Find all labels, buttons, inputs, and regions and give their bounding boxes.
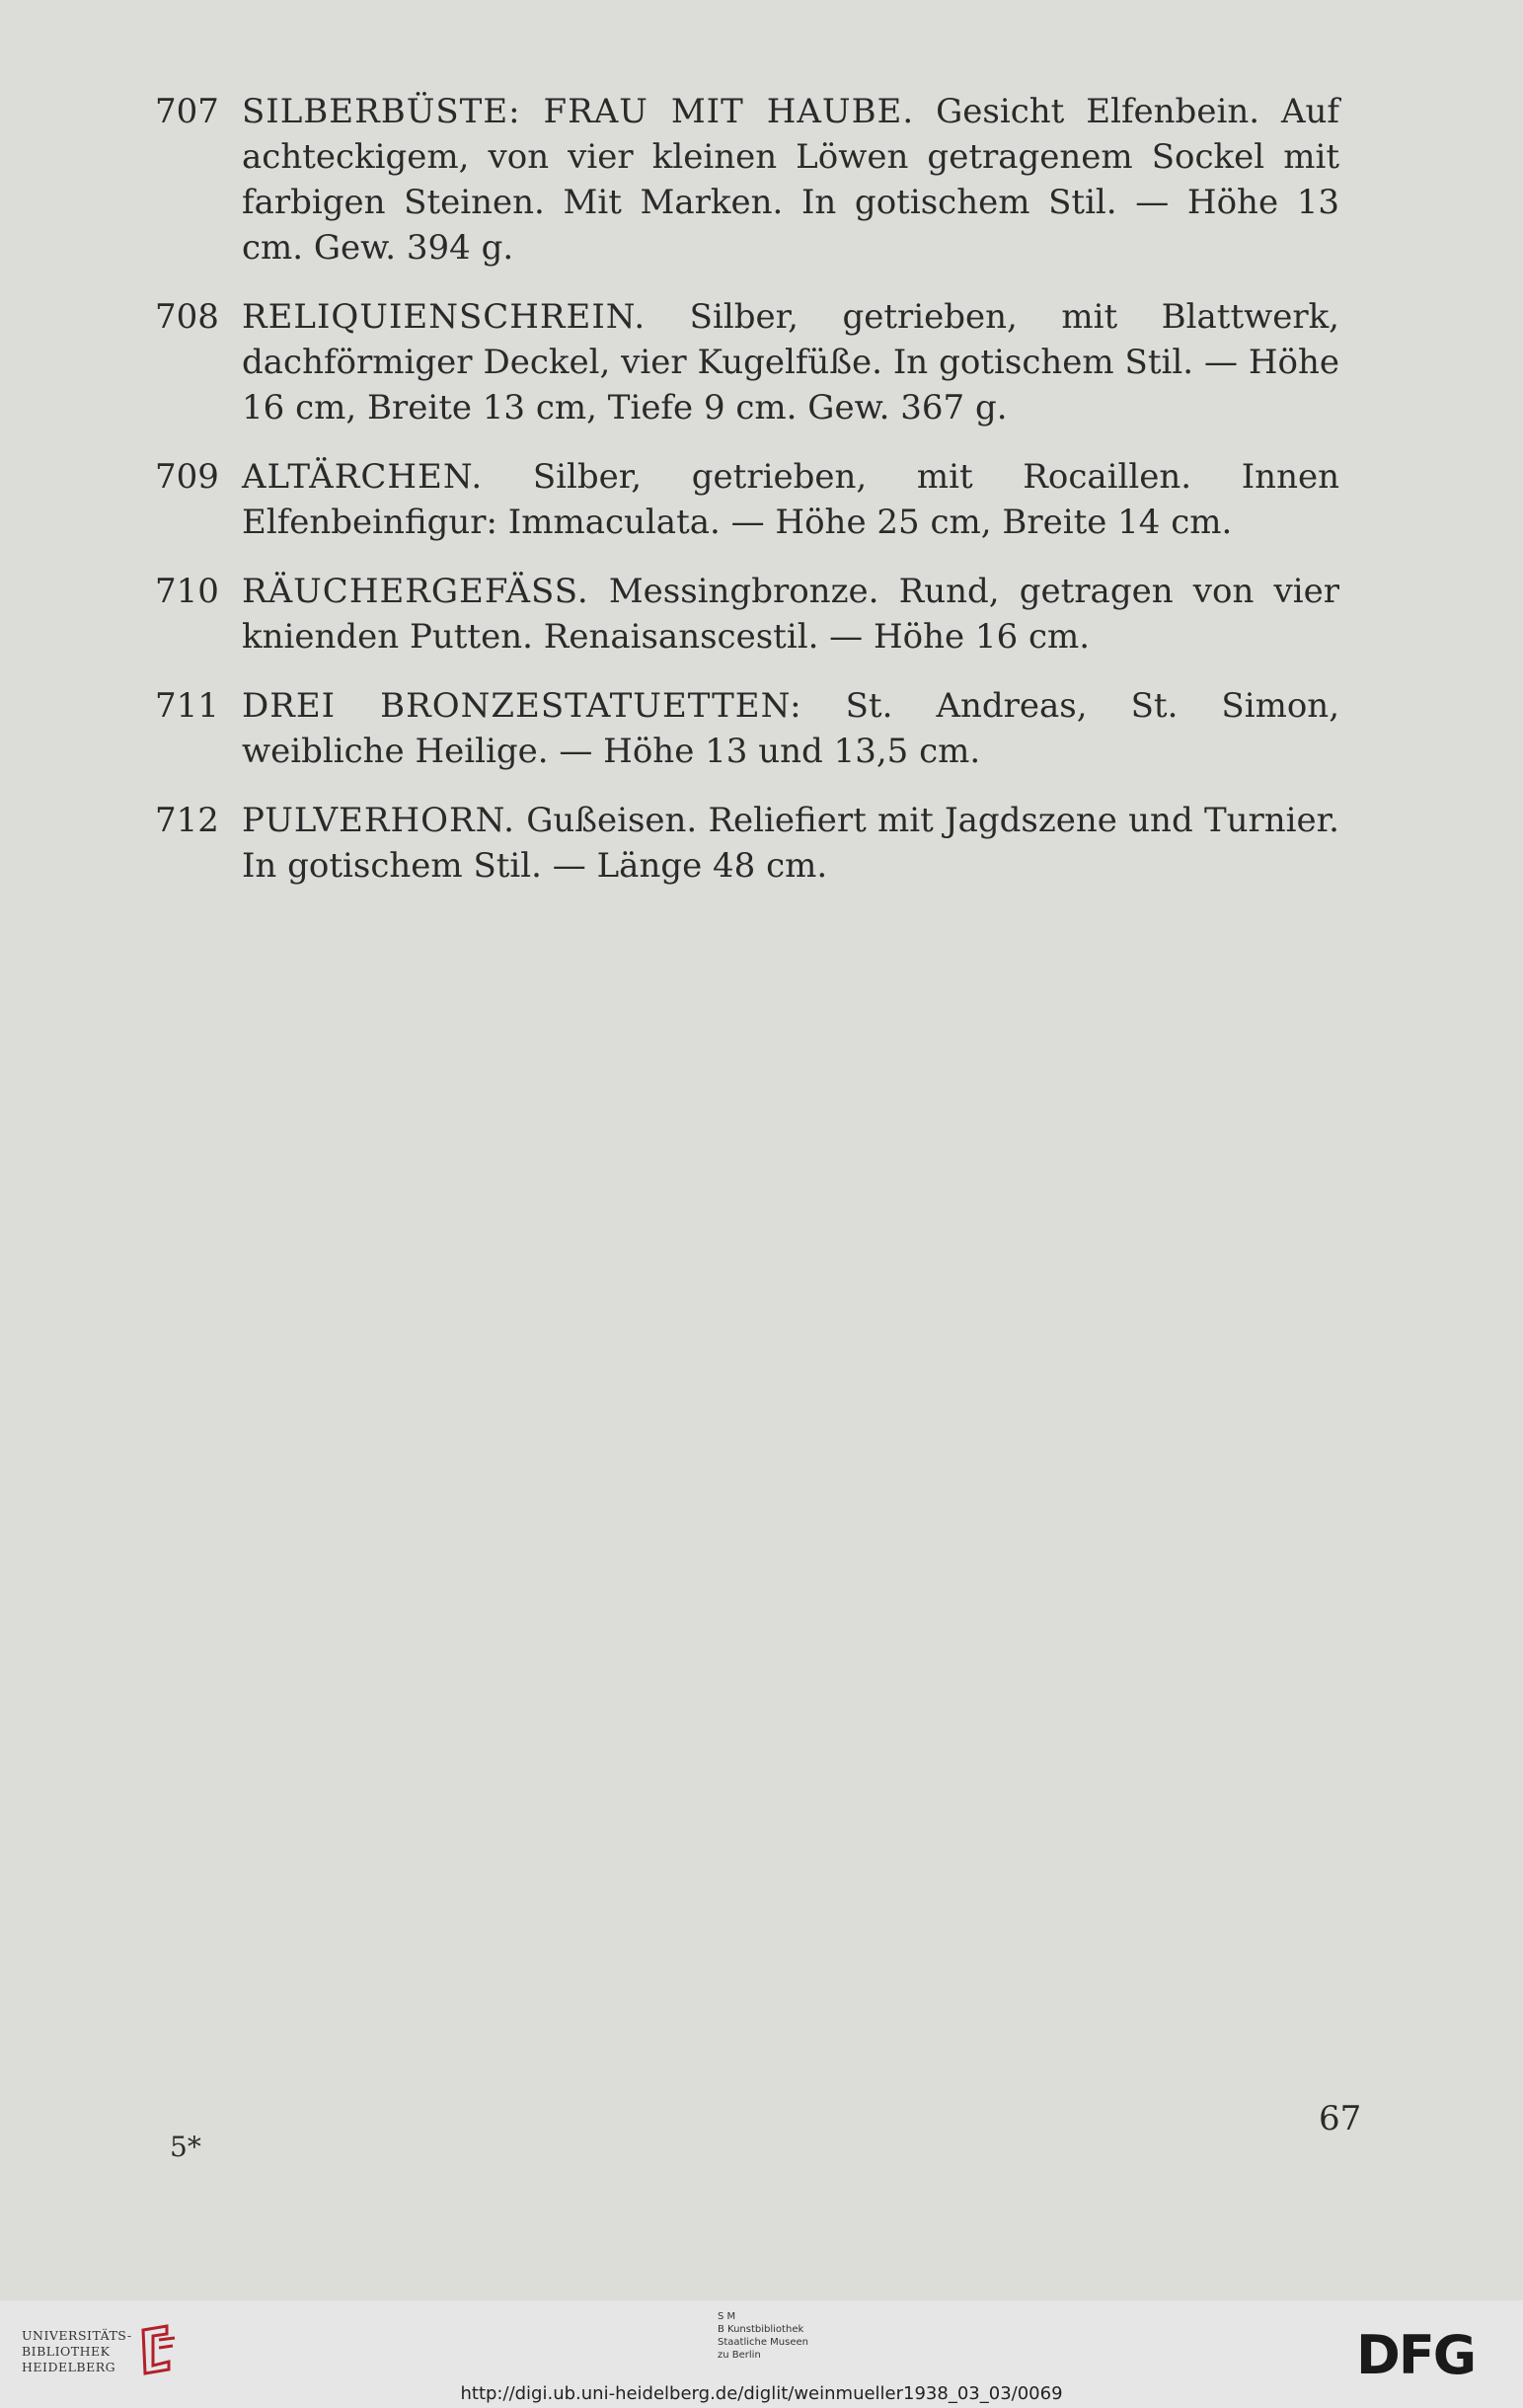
dfg-logo-text: DFG bbox=[1356, 2330, 1476, 2379]
museum-stamp bbox=[718, 2310, 808, 2362]
library-logo-text[interactable] bbox=[22, 2328, 132, 2375]
entry-description: Messingbronze. Rund, getragen von vier knienden Putten. Renaisanscestil. — Höhe 16 cm. bbox=[242, 572, 1339, 657]
catalog-entry bbox=[155, 454, 1339, 545]
catalog-entry bbox=[155, 89, 1339, 271]
catalog-entry bbox=[155, 294, 1339, 430]
catalog-entry bbox=[155, 798, 1339, 889]
entry-title: PULVERHORN. bbox=[242, 801, 515, 840]
catalog-entry bbox=[155, 683, 1339, 774]
stamp-line: S M bbox=[718, 2311, 736, 2322]
entry-title: RELIQUIENSCHREIN. bbox=[242, 297, 647, 337]
library-emblem-icon[interactable] bbox=[133, 2322, 183, 2377]
entry-description: Silber, getrieben, mit Blattwerk, dachförmiger Deckel, vier Kugelfüße. In gotischem Stil. — Höhe 16 cm, Breite 13 cm, Tiefe 9 cm. Gew. 367 g. bbox=[242, 297, 1339, 427]
signature-mark: 5* bbox=[170, 2131, 201, 2163]
entry-title: DREI BRONZESTATUETTEN: bbox=[242, 686, 802, 726]
entry-number: 708 bbox=[155, 297, 219, 337]
entry-description: Gesicht Elfenbein. Auf achteckigem, von vier kleinen Löwen getragenem Sockel mit farbigen Steinen. Mit Marken. In gotischem Stil. — Höhe 13 cm. Gew. 394 g. bbox=[242, 92, 1339, 268]
catalog-entry bbox=[155, 569, 1339, 660]
entry-title: SILBERBÜSTE: FRAU MIT HAUBE. bbox=[242, 92, 915, 131]
permalink-url[interactable]: http://digi.ub.uni-heidelberg.de/diglit/weinmueller1938_03_03/0069 bbox=[460, 2383, 1063, 2404]
digitization-footer bbox=[0, 2300, 1523, 2408]
dfg-logo[interactable] bbox=[1356, 2330, 1504, 2379]
page-number: 67 bbox=[1319, 2099, 1362, 2138]
entry-number: 712 bbox=[155, 801, 219, 840]
stamp-line: zu Berlin bbox=[718, 2350, 761, 2361]
catalog-entries bbox=[155, 89, 1339, 912]
stamp-line: Staatliche Museen bbox=[718, 2337, 808, 2348]
library-line: UNIVERSITÄTS- bbox=[22, 2328, 132, 2343]
entry-title: ALTÄRCHEN. bbox=[242, 457, 484, 497]
library-line: HEIDELBERG bbox=[22, 2360, 116, 2374]
entry-number: 709 bbox=[155, 457, 219, 497]
library-line: BIBLIOTHEK bbox=[22, 2344, 111, 2359]
entry-description: Gußeisen. Reliefiert mit Jagdszene und Turnier. In gotischem Stil. — Länge 48 cm. bbox=[242, 801, 1339, 886]
entry-description: St. Andreas, St. Simon, weibliche Heilige. — Höhe 13 und 13,5 cm. bbox=[242, 686, 1340, 771]
entry-title: RÄUCHERGEFÄSS. bbox=[242, 572, 589, 611]
entry-number: 711 bbox=[155, 686, 219, 726]
stamp-line: B Kunstbibliothek bbox=[718, 2324, 804, 2335]
entry-description: Silber, getrieben, mit Rocaillen. Innen Elfenbeinfigur: Immaculata. — Höhe 25 cm, Breite 14 cm. bbox=[242, 457, 1339, 542]
entry-number: 710 bbox=[155, 572, 219, 611]
entry-number: 707 bbox=[155, 92, 219, 131]
